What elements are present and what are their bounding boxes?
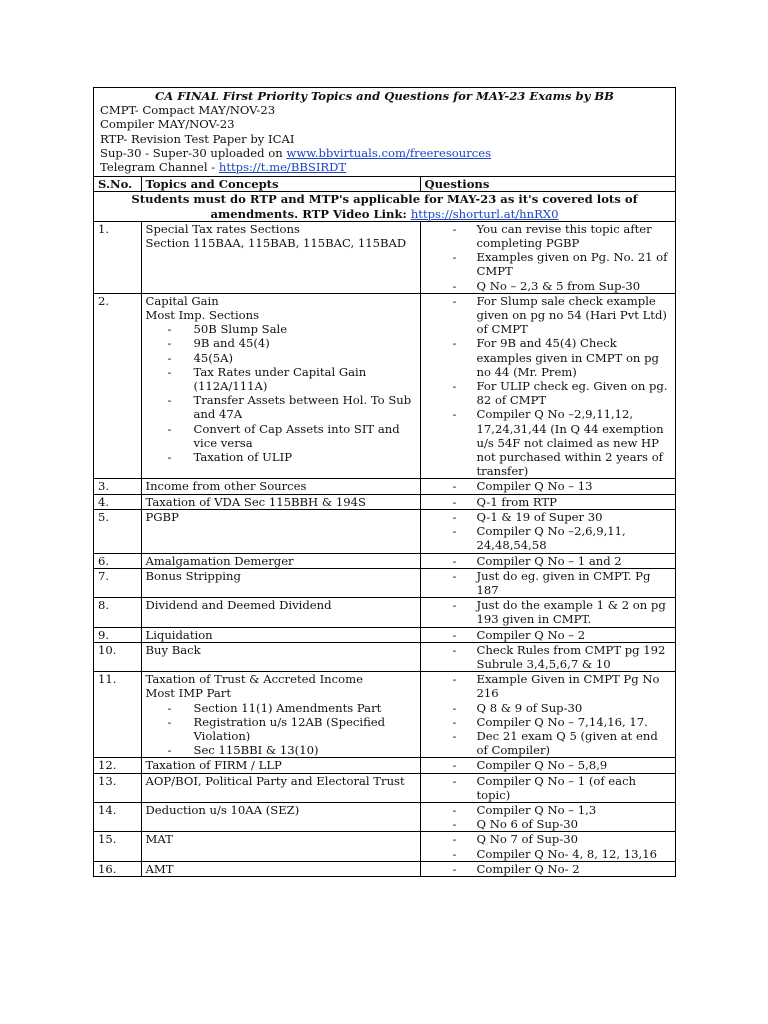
topic-cell <box>141 758 420 773</box>
question-list <box>425 222 672 293</box>
question-list <box>425 774 672 802</box>
table-row <box>94 758 675 773</box>
topic-title: PGBP <box>145 509 179 524</box>
header-line-cmpt: CMPT- Compact MAY/NOV-23 <box>100 103 276 118</box>
topic-title: MAT <box>145 832 173 847</box>
priority-topics-table <box>93 87 676 877</box>
row-number: 10. <box>94 642 141 671</box>
table-row <box>94 494 675 509</box>
row-number: 12. <box>94 758 141 773</box>
subtopic-item: - Sec 115BBI & 13(10) <box>146 743 416 757</box>
question-item: - You can revise this topic after completing PGBP <box>425 222 672 250</box>
topic-title: Taxation of VDA Sec 115BBH & 194S <box>145 494 366 509</box>
table-row <box>94 773 675 802</box>
topic-cell <box>141 672 420 758</box>
topic-title: Amalgamation Demerger <box>145 553 294 568</box>
question-item: - Q No 7 of Sup-30 <box>425 832 672 846</box>
table-row <box>94 293 675 479</box>
topics-table <box>94 177 675 876</box>
topic-title: Taxation of Trust & Accreted Income <box>145 672 363 687</box>
questions-cell <box>420 627 675 642</box>
questions-cell <box>420 758 675 773</box>
question-item: - Q-1 from RTP <box>425 495 672 509</box>
question-item: - Q No – 2,3 & 5 from Sup-30 <box>425 279 672 293</box>
subtopic-item: - Transfer Assets between Hol. To Sub and 47A <box>146 393 416 421</box>
topic-cell <box>141 802 420 831</box>
rtp-video-link[interactable]: https://shorturl.at/hnRX0 <box>410 206 559 221</box>
column-header-questions: Questions <box>420 177 675 192</box>
questions-cell <box>420 479 675 494</box>
question-item: - Compiler Q No- 4, 8, 12, 13,16 <box>425 847 672 861</box>
topic-title: Income from other Sources <box>145 479 307 494</box>
topic-line: Most IMP Part <box>145 686 231 701</box>
questions-cell <box>420 494 675 509</box>
row-number: 4. <box>94 494 141 509</box>
topic-cell <box>141 568 420 597</box>
question-list <box>425 628 672 642</box>
subtopic-list <box>146 701 416 758</box>
question-item: - Compiler Q No- 2 <box>425 862 672 876</box>
notice-row <box>94 192 675 221</box>
row-number: 1. <box>94 221 141 293</box>
question-list <box>425 479 672 493</box>
table-row <box>94 221 675 293</box>
column-header-topics: Topics and Concepts <box>141 177 420 192</box>
question-item: - Just do the example 1 & 2 on pg 193 given in CMPT. <box>425 598 672 626</box>
questions-cell <box>420 598 675 627</box>
row-number: 13. <box>94 773 141 802</box>
question-item: - For ULIP check eg. Given on pg. 82 of CMPT <box>425 379 672 407</box>
document-header <box>94 88 675 177</box>
telegram-text: Telegram Channel - <box>100 160 219 175</box>
topic-cell <box>141 221 420 293</box>
topic-cell <box>141 627 420 642</box>
table-row <box>94 479 675 494</box>
topic-title: Deduction u/s 10AA (SEZ) <box>145 802 300 817</box>
subtopic-item: - Taxation of ULIP <box>146 450 416 464</box>
topic-cell <box>141 553 420 568</box>
question-item: - Q-1 & 19 of Super 30 <box>425 510 672 524</box>
topic-cell <box>141 773 420 802</box>
topic-cell <box>141 494 420 509</box>
question-list <box>425 758 672 772</box>
questions-cell <box>420 773 675 802</box>
question-list <box>425 510 672 553</box>
table-row <box>94 832 675 861</box>
question-list <box>425 803 672 831</box>
table-body <box>94 192 675 876</box>
row-number: 6. <box>94 553 141 568</box>
question-item: - For 9B and 45(4) Check examples given in CMPT on pg no 44 (Mr. Prem) <box>425 336 672 379</box>
questions-cell <box>420 553 675 568</box>
questions-cell <box>420 802 675 831</box>
subtopic-item: - 9B and 45(4) <box>146 336 416 350</box>
header-line-compiler: Compiler MAY/NOV-23 <box>100 117 235 132</box>
subtopic-item: - Convert of Cap Assets into SIT and vice versa <box>146 422 416 450</box>
table-row <box>94 627 675 642</box>
table-row <box>94 642 675 671</box>
subtopic-item: - Tax Rates under Capital Gain (112A/111A) <box>146 365 416 393</box>
question-list <box>425 569 672 597</box>
topic-cell <box>141 642 420 671</box>
topic-title: Liquidation <box>145 627 213 642</box>
table-row <box>94 568 675 597</box>
row-number: 14. <box>94 802 141 831</box>
question-item: - Q No 6 of Sup-30 <box>425 817 672 831</box>
column-header-sno: S.No. <box>94 177 141 192</box>
topic-cell <box>141 293 420 479</box>
questions-cell <box>420 832 675 861</box>
row-number: 11. <box>94 672 141 758</box>
topic-cell <box>141 861 420 876</box>
questions-cell <box>420 221 675 293</box>
question-item: - Just do eg. given in CMPT. Pg 187 <box>425 569 672 597</box>
question-list <box>425 672 672 757</box>
question-item: - Example Given in CMPT Pg No 216 <box>425 672 672 700</box>
table-row <box>94 553 675 568</box>
question-item: - Compiler Q No – 7,14,16, 17. <box>425 715 672 729</box>
subtopic-item: - 50B Slump Sale <box>146 322 416 336</box>
row-number: 15. <box>94 832 141 861</box>
row-number: 8. <box>94 598 141 627</box>
question-item: - Compiler Q No – 1 and 2 <box>425 554 672 568</box>
topic-cell <box>141 598 420 627</box>
topic-title: Buy Back <box>145 642 201 657</box>
topic-title: AMT <box>145 861 174 876</box>
question-list <box>425 643 672 671</box>
question-list <box>425 554 672 568</box>
topic-line: Section 115BAA, 115BAB, 115BAC, 115BAD <box>145 236 407 251</box>
row-number: 5. <box>94 509 141 553</box>
header-line-rtp: RTP- Revision Test Paper by ICAI <box>100 131 295 146</box>
subtopic-item: - 45(5A) <box>146 351 416 365</box>
subtopic-list <box>146 322 416 464</box>
subtopic-item: - Registration u/s 12AB (Specified Violation) <box>146 715 416 743</box>
topic-line: Most Imp. Sections <box>145 308 260 323</box>
topic-cell <box>141 509 420 553</box>
notice-cell <box>94 192 675 221</box>
question-item: - For Slump sale check example given on pg no 54 (Hari Pvt Ltd) of CMPT <box>425 294 672 337</box>
telegram-link[interactable]: https://t.me/BBSIRDT <box>218 160 347 175</box>
question-item: - Q 8 & 9 of Sup-30 <box>425 701 672 715</box>
question-item: - Dec 21 exam Q 5 (given at end of Compiler) <box>425 729 672 757</box>
question-item: - Compiler Q No –2,6,9,11, 24,48,54,58 <box>425 524 672 552</box>
question-list <box>425 495 672 509</box>
table-row <box>94 672 675 758</box>
question-item: - Compiler Q No – 2 <box>425 628 672 642</box>
question-item: - Compiler Q No –2,9,11,12, 17,24,31,44 (In Q 44 exemption u/s 54F not claimed as new HP not purchased within 2 years of transfer) <box>425 407 672 478</box>
questions-cell <box>420 568 675 597</box>
row-number: 7. <box>94 568 141 597</box>
header-line-telegram <box>100 160 669 174</box>
question-item: - Compiler Q No – 1 (of each topic) <box>425 774 672 802</box>
table-row <box>94 509 675 553</box>
notice-text: Students must do RTP and MTP's applicable for MAY-23 as it's covered lots of amendments. RTP Video Link: <box>131 192 638 221</box>
questions-cell <box>420 861 675 876</box>
topic-title: Bonus Stripping <box>145 568 241 583</box>
document-page <box>93 87 676 877</box>
question-list <box>425 832 672 860</box>
question-item: - Compiler Q No – 13 <box>425 479 672 493</box>
topic-title: AOP/BOI, Political Party and Electoral Trust <box>145 773 405 788</box>
topic-title: Capital Gain <box>145 293 219 308</box>
topic-cell <box>141 479 420 494</box>
questions-cell <box>420 642 675 671</box>
table-header-row <box>94 177 675 192</box>
questions-cell <box>420 509 675 553</box>
topic-title: Dividend and Deemed Dividend <box>145 598 332 613</box>
question-item: - Compiler Q No – 5,8,9 <box>425 758 672 772</box>
sup30-text: Sup-30 - Super-30 uploaded on <box>100 145 287 160</box>
questions-cell <box>420 293 675 479</box>
questions-cell <box>420 672 675 758</box>
header-line-sup30 <box>100 146 669 160</box>
question-list <box>425 598 672 626</box>
row-number: 9. <box>94 627 141 642</box>
question-item: - Examples given on Pg. No. 21 of CMPT <box>425 250 672 278</box>
row-number: 16. <box>94 861 141 876</box>
row-number: 2. <box>94 293 141 479</box>
table-row <box>94 861 675 876</box>
document-title: CA FINAL First Priority Topics and Questions for MAY-23 Exams by BB <box>155 89 614 103</box>
topic-title: Special Tax rates Sections <box>145 221 300 236</box>
question-item: - Compiler Q No – 1,3 <box>425 803 672 817</box>
table-row <box>94 598 675 627</box>
topic-title: Taxation of FIRM / LLP <box>145 758 282 773</box>
subtopic-item: - Section 11(1) Amendments Part <box>146 701 416 715</box>
table-row <box>94 802 675 831</box>
topic-cell <box>141 832 420 861</box>
question-item: - Check Rules from CMPT pg 192 Subrule 3,4,5,6,7 & 10 <box>425 643 672 671</box>
question-list <box>425 294 672 479</box>
question-list <box>425 862 672 876</box>
row-number: 3. <box>94 479 141 494</box>
bbvirtuals-link[interactable]: www.bbvirtuals.com/freeresources <box>286 145 492 160</box>
